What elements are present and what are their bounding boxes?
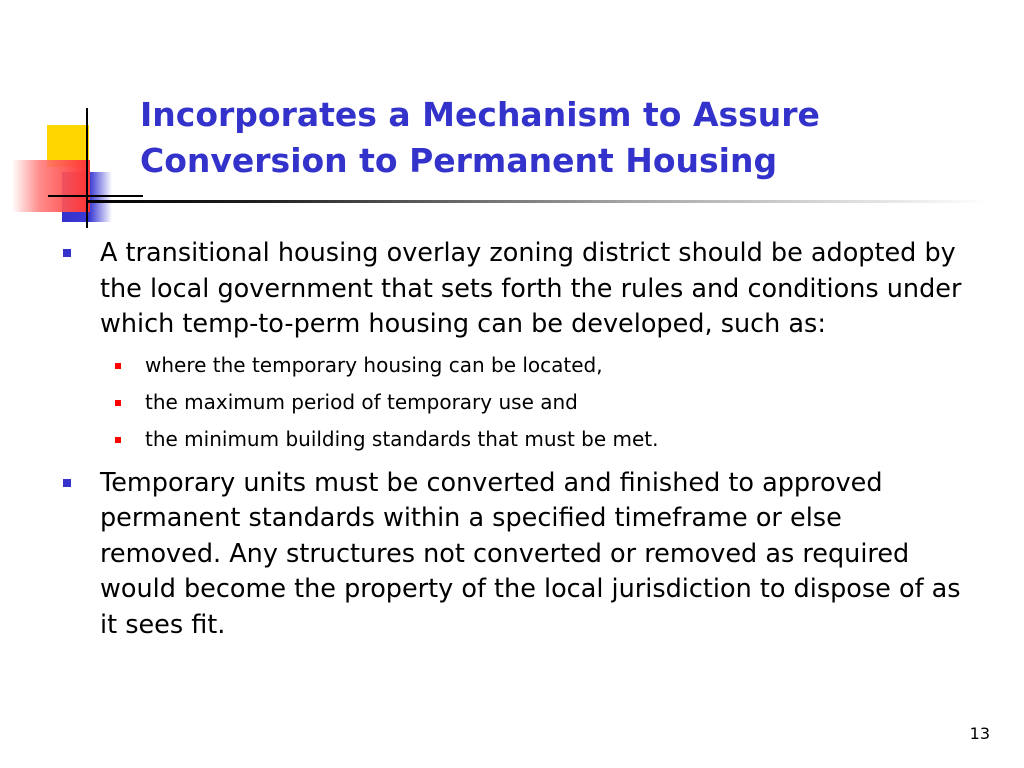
bullet-item-overlay-zoning — [60, 236, 965, 458]
small-square-bullet-icon — [115, 363, 121, 369]
square-bullet-icon — [63, 249, 71, 257]
decoration-red-gradient — [12, 160, 90, 212]
decoration-vertical-line — [86, 108, 88, 228]
bullet-text: Temporary units must be converted and finished to approved permanent standards within a specified timeframe or else removed. Any structures not converted or removed as required would become the property of the local jurisdiction to dispose of as it sees fit. — [100, 467, 961, 640]
sub-bullet-text: the minimum building standards that must be met. — [145, 426, 659, 451]
sub-bullet-text: the maximum period of temporary use and — [145, 389, 578, 414]
decoration-horizontal-line — [48, 195, 143, 197]
small-square-bullet-icon — [115, 400, 121, 406]
sub-bullet-list — [100, 347, 965, 458]
bullet-text: A transitional housing overlay zoning district should be adopted by the local government that sets forth the rules and conditions under which temp-to-perm housing can be developed, such as: — [100, 238, 962, 339]
slide-decoration — [0, 0, 140, 240]
sub-bullet-text: where the temporary housing can be located, — [145, 352, 603, 377]
bullet-list — [60, 236, 965, 651]
bullet-item-temporary-units — [60, 466, 965, 644]
square-bullet-icon — [63, 479, 71, 487]
sub-bullet-item — [100, 347, 965, 384]
page-number: 13 — [969, 724, 990, 743]
sub-bullet-item — [100, 421, 965, 458]
title-underline — [86, 200, 991, 203]
small-square-bullet-icon — [115, 437, 121, 443]
sub-bullet-item — [100, 384, 965, 421]
slide-title: Incorporates a Mechanism to Assure Conversion to Permanent Housing — [140, 95, 820, 180]
